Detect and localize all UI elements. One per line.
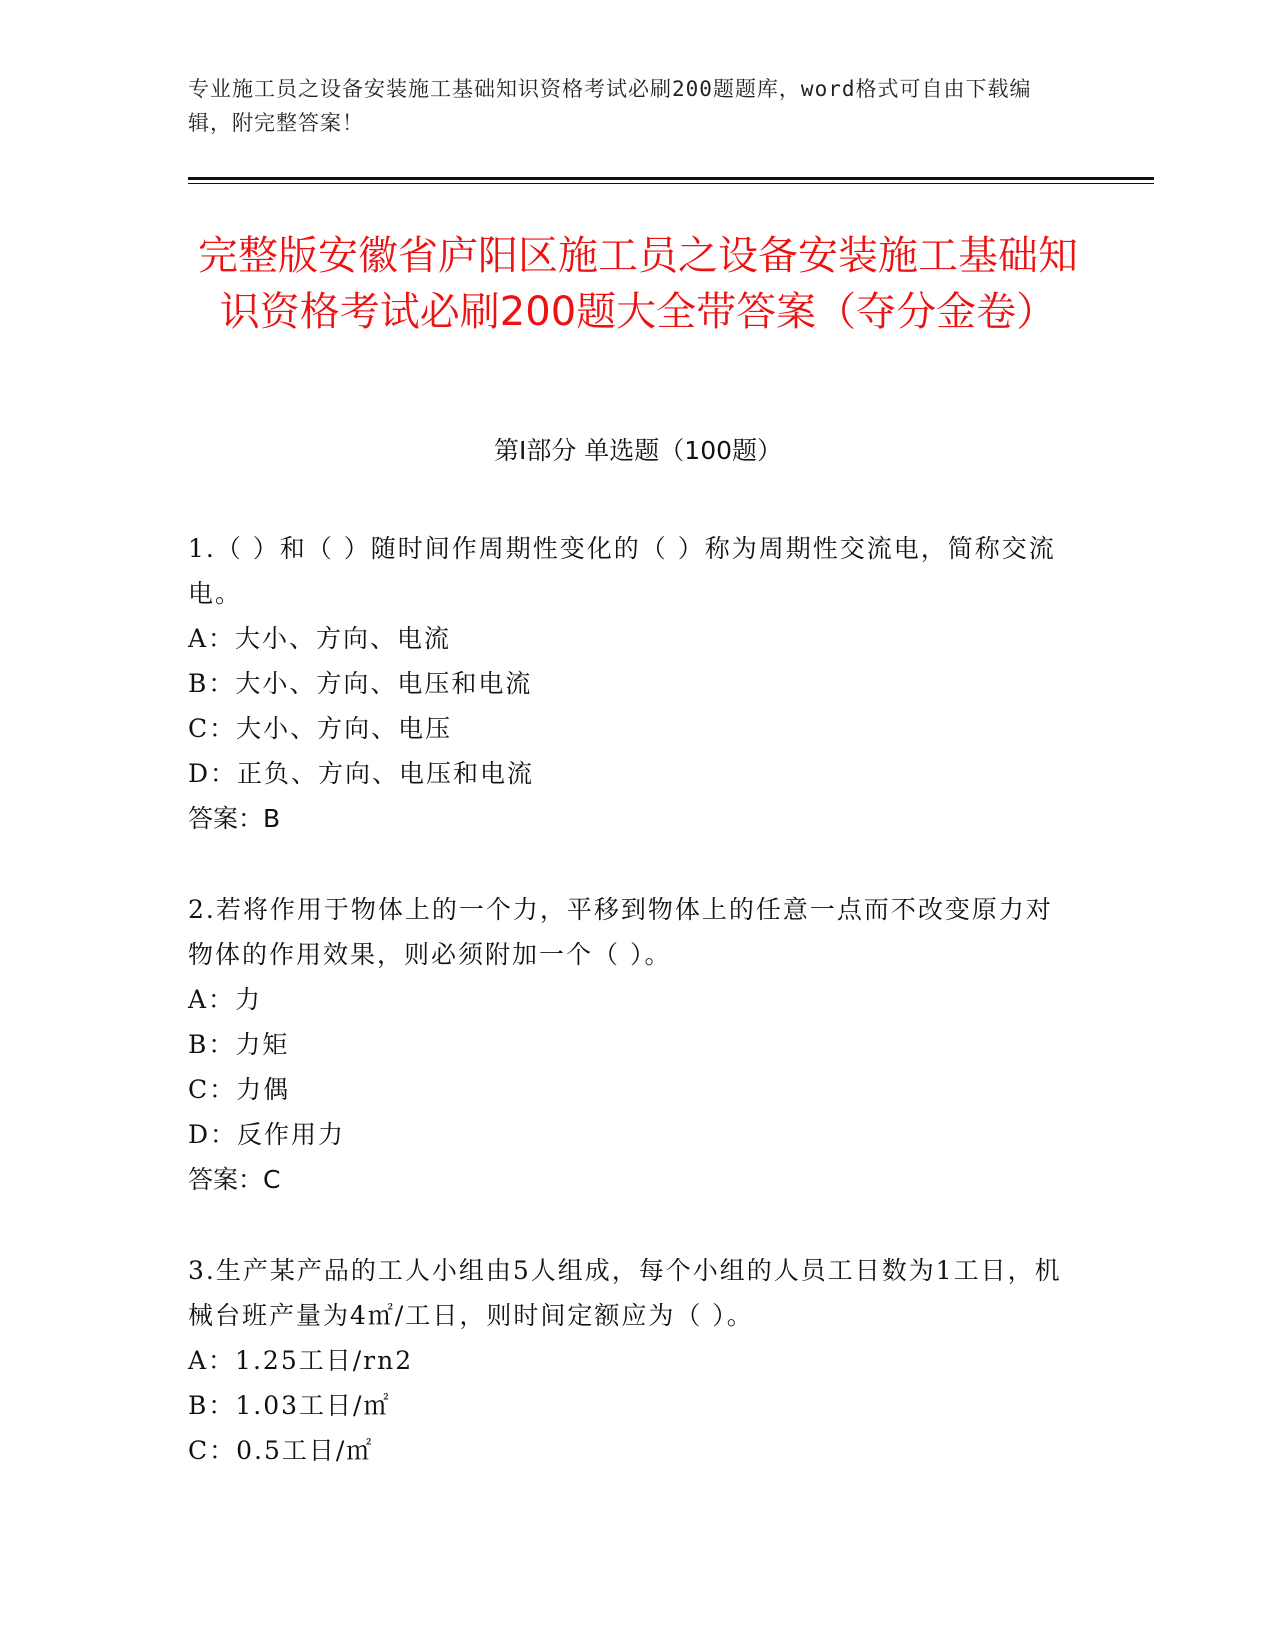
answer: 答案：C [188, 1165, 281, 1194]
option-a: A：力 [188, 985, 263, 1014]
question-stem: 1.（ ）和（ ）随时间作周期性变化的（ ）称为周期性交流电，简称交流电。 [188, 534, 1056, 608]
question-3 [188, 1248, 1068, 1473]
answer: 答案：B [188, 804, 281, 833]
option-d: D：正负、方向、电压和电流 [188, 759, 535, 788]
question-1 [188, 526, 1068, 841]
option-b: B：1.03工日/㎡ [188, 1391, 391, 1420]
document-title: 完整版安徽省庐阳区施工员之设备安装施工基础知识资格考试必刷200题大全带答案（夺分金卷） [198, 233, 1078, 335]
option-c: C：大小、方向、电压 [188, 714, 453, 743]
option-a: A：大小、方向、电流 [188, 624, 452, 653]
option-c: C：0.5工日/㎡ [188, 1436, 374, 1465]
option-a: A：1.25工日/rn2 [188, 1346, 414, 1375]
section-title: 第I部分 单选题（100题） [493, 436, 783, 465]
header-note: 专业施工员之设备安装施工基础知识资格考试必刷200题题库，word格式可自由下载编辑，附完整答案！ [188, 77, 1032, 135]
option-d: D：反作用力 [188, 1120, 346, 1149]
question-2 [188, 887, 1068, 1202]
question-stem: 2.若将作用于物体上的一个力，平移到物体上的任意一点而不改变原力对物体的作用效果，则必须附加一个（ ）。 [188, 895, 1053, 969]
header-rule-thin [188, 183, 1154, 184]
option-b: B：力矩 [188, 1030, 290, 1059]
header-rule-thick [188, 177, 1154, 180]
option-b: B：大小、方向、电压和电流 [188, 669, 533, 698]
option-c: C：力偶 [188, 1075, 291, 1104]
question-list [188, 526, 1068, 1519]
question-stem: 3.生产某产品的工人小组由5人组成，每个小组的人员工日数为1工日，机械台班产量为4㎡/工日，则时间定额应为（ ）。 [188, 1256, 1062, 1330]
